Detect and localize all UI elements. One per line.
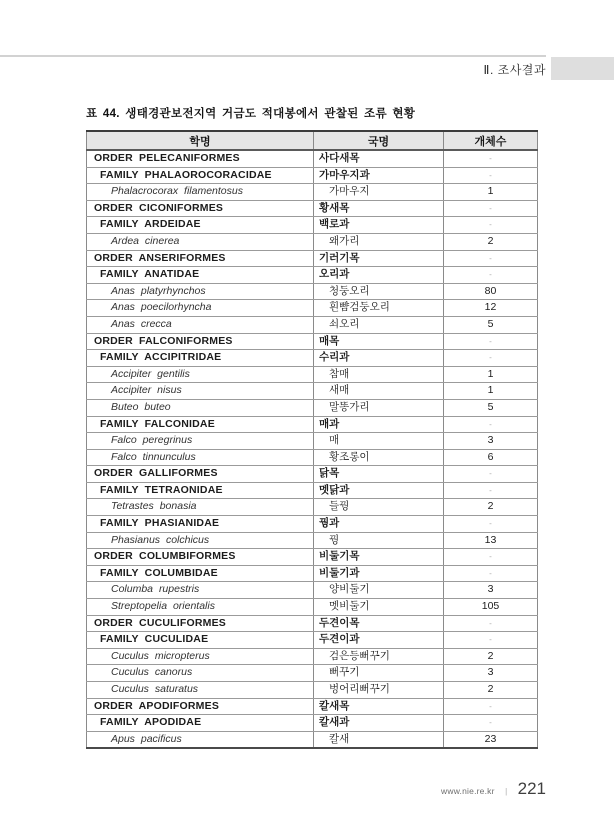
cell-count: 5 (444, 399, 538, 416)
cell-count: 12 (444, 300, 538, 317)
table-row (87, 665, 538, 682)
table-row (87, 532, 538, 549)
cell-scientific-name: ORDER GALLIFORMES (87, 466, 314, 483)
table-row (87, 300, 538, 317)
cell-scientific-name: Phalacrocorax filamentosus (87, 184, 314, 201)
cell-korean-name: 말똥가리 (314, 399, 444, 416)
table-row (87, 316, 538, 333)
cell-scientific-name: Anas poecilorhyncha (87, 300, 314, 317)
cell-korean-name: 가마우지 (314, 184, 444, 201)
table-row (87, 632, 538, 649)
cell-korean-name: 황새목 (314, 200, 444, 217)
table-body (87, 150, 538, 748)
table-row (87, 648, 538, 665)
cell-korean-name: 흰뺨검둥오리 (314, 300, 444, 317)
col-header-count: 개체수 (444, 131, 538, 150)
cell-scientific-name: ORDER COLUMBIFORMES (87, 549, 314, 566)
table-row (87, 350, 538, 367)
cell-korean-name: 칼새목 (314, 698, 444, 715)
cell-scientific-name: Anas platyrhynchos (87, 283, 314, 300)
cell-korean-name: 매과 (314, 416, 444, 433)
cell-korean-name: 양비둘기 (314, 582, 444, 599)
cell-count: 2 (444, 682, 538, 699)
cell-count: - (444, 333, 538, 350)
cell-korean-name: 꿩 (314, 532, 444, 549)
cell-count: 2 (444, 233, 538, 250)
cell-count: - (444, 632, 538, 649)
cell-scientific-name: Falco peregrinus (87, 433, 314, 450)
cell-scientific-name: Falco tinnunculus (87, 449, 314, 466)
cell-scientific-name: ORDER FALCONIFORMES (87, 333, 314, 350)
cell-scientific-name: ORDER APODIFORMES (87, 698, 314, 715)
cell-count: - (444, 516, 538, 533)
cell-korean-name: 백로과 (314, 217, 444, 234)
table-row (87, 433, 538, 450)
footer-page-number: 221 (517, 779, 546, 798)
table-row (87, 466, 538, 483)
cell-korean-name: 쇠오리 (314, 316, 444, 333)
table-row (87, 682, 538, 699)
header-rule (0, 55, 546, 57)
cell-count: - (444, 150, 538, 167)
cell-count: 1 (444, 366, 538, 383)
cell-count: 6 (444, 449, 538, 466)
cell-korean-name: 두견이과 (314, 632, 444, 649)
cell-count: - (444, 466, 538, 483)
cell-korean-name: 매목 (314, 333, 444, 350)
cell-count: 2 (444, 648, 538, 665)
cell-korean-name: 비둘기목 (314, 549, 444, 566)
cell-scientific-name: Columba rupestris (87, 582, 314, 599)
table-row (87, 599, 538, 616)
cell-korean-name: 오리과 (314, 267, 444, 284)
table-row (87, 399, 538, 416)
cell-scientific-name: Streptopelia orientalis (87, 599, 314, 616)
cell-count: - (444, 267, 538, 284)
table-row (87, 217, 538, 234)
cell-korean-name: 왜가리 (314, 233, 444, 250)
table-row (87, 333, 538, 350)
table-row (87, 715, 538, 732)
cell-scientific-name: Phasianus colchicus (87, 532, 314, 549)
cell-korean-name: 들꿩 (314, 499, 444, 516)
table-row (87, 582, 538, 599)
table-row (87, 233, 538, 250)
cell-count: 3 (444, 582, 538, 599)
table-row (87, 449, 538, 466)
cell-scientific-name: FAMILY PHASIANIDAE (87, 516, 314, 533)
cell-count: 13 (444, 532, 538, 549)
cell-count: - (444, 416, 538, 433)
cell-korean-name: 비둘기과 (314, 565, 444, 582)
table-row (87, 366, 538, 383)
cell-korean-name: 가마우지과 (314, 167, 444, 184)
cell-scientific-name: ORDER ANSERIFORMES (87, 250, 314, 267)
cell-korean-name: 뻐꾸기 (314, 665, 444, 682)
cell-korean-name: 칼새과 (314, 715, 444, 732)
cell-count: 3 (444, 665, 538, 682)
cell-korean-name: 황조롱이 (314, 449, 444, 466)
cell-scientific-name: Tetrastes bonasia (87, 499, 314, 516)
cell-scientific-name: Accipiter gentilis (87, 366, 314, 383)
cell-korean-name: 청둥오리 (314, 283, 444, 300)
cell-korean-name: 꿩과 (314, 516, 444, 533)
bird-survey-table (86, 130, 538, 749)
cell-count: 80 (444, 283, 538, 300)
cell-korean-name: 검은등뻐꾸기 (314, 648, 444, 665)
cell-count: 5 (444, 316, 538, 333)
page-footer (0, 779, 546, 799)
section-tab-marker (551, 57, 614, 80)
cell-count: 1 (444, 383, 538, 400)
table-row (87, 549, 538, 566)
cell-korean-name: 기러기목 (314, 250, 444, 267)
cell-korean-name: 벙어리뻐꾸기 (314, 682, 444, 699)
table-row (87, 731, 538, 748)
table-caption: 표 44. 생태경관보전지역 거금도 적대봉에서 관찰된 조류 현황 (86, 108, 416, 120)
cell-scientific-name: Anas crecca (87, 316, 314, 333)
table-row (87, 499, 538, 516)
col-header-scientific-name: 학명 (87, 131, 314, 150)
cell-scientific-name: FAMILY APODIDAE (87, 715, 314, 732)
cell-count: - (444, 698, 538, 715)
cell-korean-name: 매 (314, 433, 444, 450)
cell-scientific-name: Apus pacificus (87, 731, 314, 748)
cell-scientific-name: FAMILY COLUMBIDAE (87, 565, 314, 582)
cell-scientific-name: Cuculus micropterus (87, 648, 314, 665)
cell-count: - (444, 549, 538, 566)
cell-scientific-name: FAMILY ACCIPITRIDAE (87, 350, 314, 367)
cell-scientific-name: Cuculus canorus (87, 665, 314, 682)
table-row (87, 565, 538, 582)
cell-korean-name: 칼새 (314, 731, 444, 748)
cell-count: 23 (444, 731, 538, 748)
cell-scientific-name: Cuculus saturatus (87, 682, 314, 699)
table-row (87, 482, 538, 499)
col-header-korean-name: 국명 (314, 131, 444, 150)
footer-website: www.nie.re.kr (441, 786, 495, 796)
table-row (87, 167, 538, 184)
table-row (87, 615, 538, 632)
cell-count: - (444, 482, 538, 499)
cell-count: - (444, 565, 538, 582)
footer-separator: | (505, 787, 508, 796)
cell-korean-name: 멧닭과 (314, 482, 444, 499)
table-row (87, 383, 538, 400)
cell-korean-name: 사다새목 (314, 150, 444, 167)
table-row (87, 150, 538, 167)
table-row (87, 416, 538, 433)
cell-scientific-name: FAMILY ANATIDAE (87, 267, 314, 284)
cell-count: - (444, 350, 538, 367)
section-header: Ⅱ. 조사결과 (483, 63, 546, 77)
cell-count: - (444, 250, 538, 267)
cell-scientific-name: ORDER PELECANIFORMES (87, 150, 314, 167)
cell-scientific-name: FAMILY ARDEIDAE (87, 217, 314, 234)
cell-scientific-name: FAMILY TETRAONIDAE (87, 482, 314, 499)
cell-scientific-name: Buteo buteo (87, 399, 314, 416)
table-row (87, 250, 538, 267)
cell-scientific-name: Accipiter nisus (87, 383, 314, 400)
cell-korean-name: 새매 (314, 383, 444, 400)
cell-count: - (444, 615, 538, 632)
table-header-row (87, 131, 538, 150)
cell-scientific-name: ORDER CICONIFORMES (87, 200, 314, 217)
cell-scientific-name: FAMILY CUCULIDAE (87, 632, 314, 649)
cell-count: - (444, 200, 538, 217)
cell-scientific-name: FAMILY FALCONIDAE (87, 416, 314, 433)
cell-count: - (444, 217, 538, 234)
table-row (87, 283, 538, 300)
table-row (87, 267, 538, 284)
cell-count: 2 (444, 499, 538, 516)
cell-count: 3 (444, 433, 538, 450)
cell-korean-name: 참매 (314, 366, 444, 383)
cell-scientific-name: ORDER CUCULIFORMES (87, 615, 314, 632)
cell-scientific-name: FAMILY PHALAOROCORACIDAE (87, 167, 314, 184)
cell-korean-name: 멧비둘기 (314, 599, 444, 616)
cell-count: - (444, 167, 538, 184)
cell-korean-name: 닭목 (314, 466, 444, 483)
table-row (87, 698, 538, 715)
cell-count: 105 (444, 599, 538, 616)
table-row (87, 200, 538, 217)
cell-count: - (444, 715, 538, 732)
cell-korean-name: 두견이목 (314, 615, 444, 632)
cell-scientific-name: Ardea cinerea (87, 233, 314, 250)
cell-korean-name: 수리과 (314, 350, 444, 367)
table-row (87, 516, 538, 533)
cell-count: 1 (444, 184, 538, 201)
table-row (87, 184, 538, 201)
